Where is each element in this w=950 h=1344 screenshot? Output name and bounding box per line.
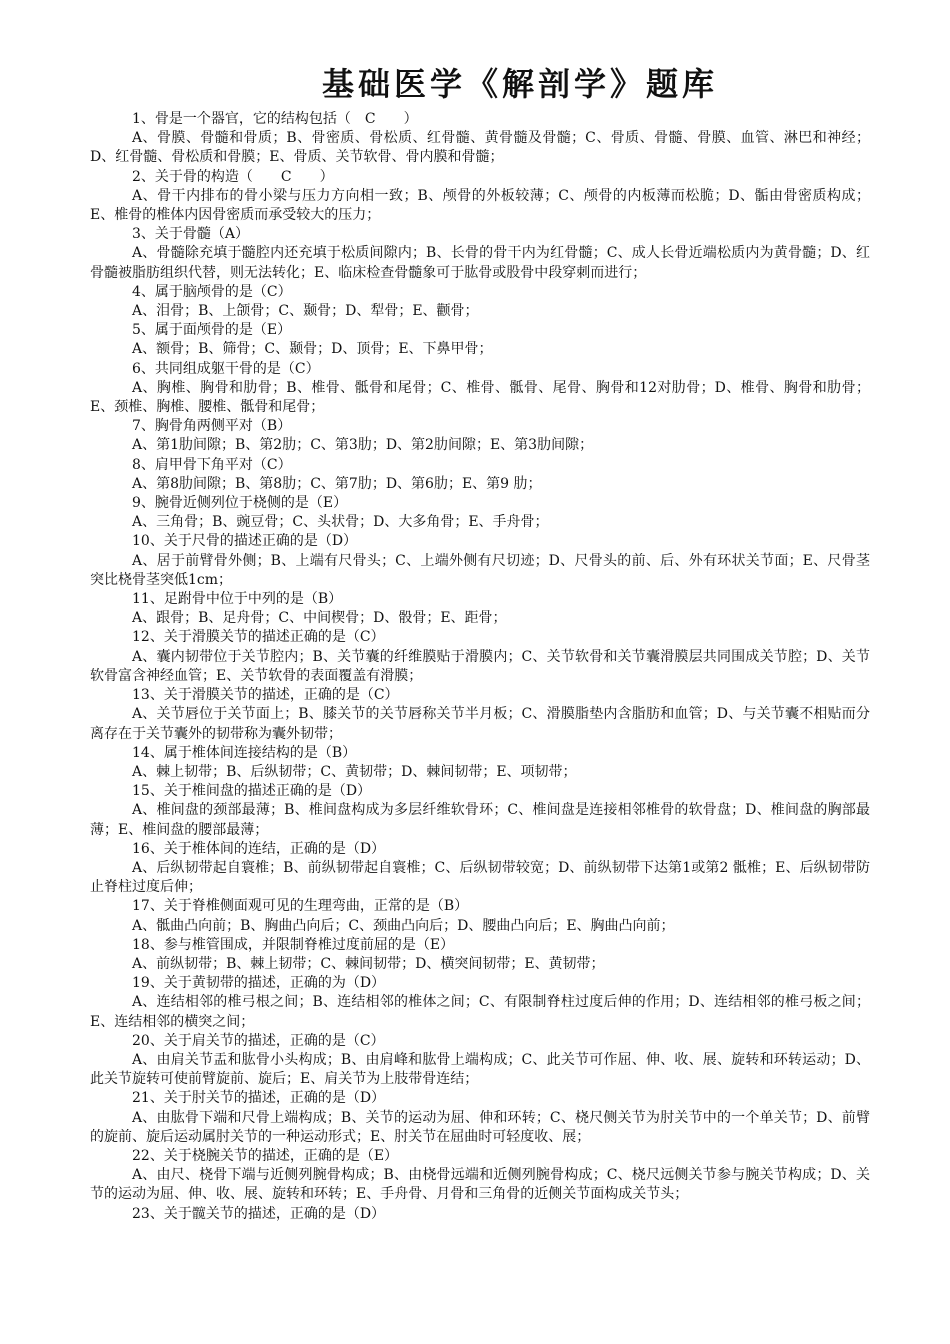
question-list [90, 110, 870, 1224]
answer-options: A、额骨；B、筛骨；C、颞骨；D、顶骨；E、下鼻甲骨； [132, 341, 493, 358]
answer-options: A、第1肋间隙；B、第2肋；C、第3肋；D、第2肋间隙；E、第3肋间隙； [132, 437, 594, 454]
answer-options: A、关节唇位于关节面上；B、膝关节的关节唇称关节半月板；C、滑膜脂垫内含脂肪和血管；D、与关节囊不相贴而分离存在于关节囊外的韧带称为囊外韧带； [90, 706, 870, 742]
answer-options: A、棘上韧带；B、后纵韧带；C、黄韧带；D、棘间韧带；E、项韧带； [132, 763, 577, 780]
question-stem: 5、属于面颅骨的是（E） [132, 322, 292, 339]
question-stem: 19、关于黄韧带的描述，正确的为（D） [132, 975, 386, 992]
question-stem: 18、参与椎管围成，并限制脊椎过度前屈的是（E） [132, 936, 455, 953]
question-stem: 3、关于骨髓（A） [132, 226, 250, 243]
question-stem: 11、足跗骨中位于中列的是（B） [132, 591, 343, 608]
question-stem: 23、关于髋关节的描述，正确的是（D） [132, 1205, 386, 1222]
question-stem: 1、骨是一个器官，它的结构包括（ C ） [132, 111, 418, 127]
answer-options: A、第8肋间隙；B、第8肋；C、第7肋；D、第6肋；E、第9 肋； [132, 475, 542, 492]
question-stem: 17、关于脊椎侧面观可见的生理弯曲，正常的是（B） [132, 898, 469, 915]
answer-options: A、骨膜、骨髓和骨质；B、骨密质、骨松质、红骨髓、黄骨髓及骨髓；C、骨质、骨髓、骨膜、血管、淋巴和神经；D、红骨髓、骨松质和骨膜；E、骨质、关节软骨、骨内膜和骨髓； [90, 130, 870, 166]
answer-options: A、三角骨；B、豌豆骨；C、头状骨；D、大多角骨；E、手舟骨； [132, 514, 549, 531]
question-stem: 16、关于椎体间的连结，正确的是（D） [132, 840, 386, 857]
question-stem: 9、腕骨近侧列位于桡侧的是（E） [132, 495, 348, 512]
answer-options: A、泪骨；B、上颌骨；C、颞骨；D、犁骨；E、颧骨； [132, 303, 479, 320]
answer-options: A、连结相邻的椎弓根之间；B、连结相邻的椎体之间；C、有限制脊柱过度后伸的作用；D、连结相邻的椎弓板之间；E、连结相邻的横突之间； [90, 994, 870, 1030]
answer-options: A、骶曲凸向前；B、胸曲凸向后；C、颈曲凸向后；D、腰曲凸向后；E、胸曲凸向前； [132, 917, 675, 934]
question-stem: 22、关于桡腕关节的描述，正确的是（E） [132, 1147, 399, 1164]
question-stem: 14、属于椎体间连接结构的是（B） [132, 744, 357, 761]
answer-options: A、囊内韧带位于关节腔内；B、关节囊的纤维膜贴于滑膜内；C、关节软骨和关节囊滑膜层共同围成关节腔；D、关节软骨富含神经血管；E、关节软骨的表面覆盖有滑膜； [90, 648, 870, 684]
answer-options: A、由肩关节盂和肱骨小头构成；B、由肩峰和肱骨上端构成；C、此关节可作屈、伸、收、展、旋转和环转运动；D、此关节旋转可使前臂旋前、旋后；E、肩关节为上肢带骨连结； [90, 1051, 870, 1088]
question-stem: 6、共同组成躯干骨的是（C） [132, 360, 320, 377]
answer-options: A、居于前臂骨外侧；B、上端有尺骨头；C、上端外侧有尺切迹；D、尺骨头的前、后、外有环状关节面；E、尺骨茎突比桡骨茎突低1cm； [90, 552, 870, 588]
answer-options: A、跟骨；B、足舟骨；C、中间楔骨；D、骰骨；E、距骨； [132, 610, 507, 627]
question-stem: 7、胸骨角两侧平对（B） [132, 418, 292, 435]
answer-options: A、后纵韧带起自寰椎；B、前纵韧带起自寰椎；C、后纵韧带较宽；D、前纵韧带下达第1或第2 骶椎；E、后纵韧带防止脊柱过度后伸； [90, 859, 870, 896]
question-stem: 10、关于尺骨的描述正确的是（D） [132, 533, 358, 550]
answer-options: A、前纵韧带；B、棘上韧带；C、棘间韧带；D、横突间韧带；E、黄韧带； [132, 955, 605, 972]
answer-options: A、胸椎、胸骨和肋骨；B、椎骨、骶骨和尾骨；C、椎骨、骶骨、尾骨、胸骨和12对肋骨；D、椎骨、胸骨和肋骨；E、颈椎、胸椎、腰椎、骶骨和尾骨； [90, 379, 870, 416]
question-stem: 13、关于滑膜关节的描述，正确的是（C） [132, 687, 399, 704]
answer-options: A、骨干内排布的骨小梁与压力方向相一致；B、颅骨的外板较薄；C、颅骨的内板薄而松脆；D、骺由骨密质构成；E、椎骨的椎体内因骨密质而承受较大的压力； [90, 187, 870, 224]
question-stem: 20、关于肩关节的描述，正确的是（C） [132, 1032, 385, 1049]
question-stem: 21、关于肘关节的描述，正确的是（D） [132, 1090, 386, 1107]
question-stem: 4、属于脑颅骨的是（C） [132, 283, 292, 300]
question-stem: 2、关于骨的构造（ C ） [132, 168, 334, 185]
question-stem: 12、关于滑膜关节的描述正确的是（C） [132, 629, 385, 646]
document-title: 基础医学《解剖学》题库 [321, 65, 718, 103]
question-stem: 15、关于椎间盘的描述正确的是（D） [132, 783, 372, 800]
answer-options: A、椎间盘的颈部最薄；B、椎间盘构成为多层纤维软骨环；C、椎间盘是连接相邻椎骨的软骨盘；D、椎间盘的胸部最薄；E、椎间盘的腰部最薄； [90, 802, 870, 838]
answer-options: A、骨髓除充填于髓腔内还充填于松质间隙内；B、长骨的骨干内为红骨髓；C、成人长骨近端松质内为黄骨髓；D、红骨髓被脂肪组织代替，则无法转化；E、临床检查骨髓象可于肱骨或股骨中段穿刺而进行； [90, 245, 870, 281]
question-stem: 8、肩甲骨下角平对（C） [132, 456, 292, 473]
answer-options: A、由尺、桡骨下端与近侧列腕骨构成；B、由桡骨远端和近侧列腕骨构成；C、桡尺远侧关节参与腕关节构成；D、关节的运动为屈、伸、收、展、旋转和环转；E、手舟骨、月骨和三角骨的近侧关节面构成关节头； [90, 1167, 870, 1203]
answer-options: A、由肱骨下端和尺骨上端构成；B、关节的运动为屈、伸和环转；C、桡尺侧关节为肘关节中的一个单关节；D、前臂的旋前、旋后运动属肘关节的一种运动形式；E、肘关节在屈曲时可轻度收、展； [90, 1109, 870, 1145]
